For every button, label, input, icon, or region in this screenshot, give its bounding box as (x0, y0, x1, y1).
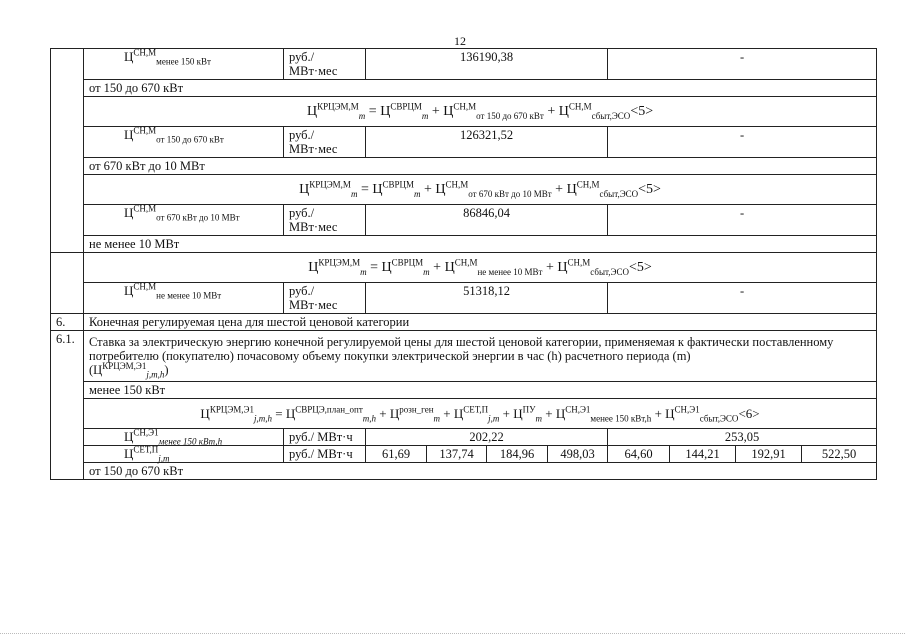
unit-cell: руб./ МВт·мес (284, 49, 366, 80)
dash-cell: - (608, 283, 877, 314)
table-row (51, 158, 877, 175)
symbol-cell: $Ц^{СН,М}_{от 150 до 670 кВт}$ (84, 127, 284, 158)
table-row (51, 97, 877, 127)
group-heading: не менее 10 МВт (84, 236, 877, 253)
table-row (51, 446, 877, 463)
value-cell: 126321,52 (366, 127, 608, 158)
symbol-cell: $Ц^{СЕТ,П}_{j,m}$ (84, 446, 284, 463)
value-cell: 144,21 (670, 446, 736, 463)
table-row (51, 49, 877, 80)
formula: $Ц^{КРЦЭМ,М}_m = Ц^{СВРЦМ}_m + Ц^{СН,М}_{от 150 до 670 кВт} + Ц^{СН,М}_{сбыт,ЭСО}<5>$ (84, 97, 877, 127)
unit-cell: руб./ МВт·ч (284, 429, 366, 446)
value-cell: 64,60 (608, 446, 670, 463)
symbol-cell: $Ц^{СН,М}_{менее 150 кВт}$ (84, 49, 284, 80)
page-bottom-edge (0, 633, 905, 634)
symbol-cell: $Ц^{СН,М}_{от 670 кВт до 10 МВт}$ (84, 205, 284, 236)
table-row (51, 127, 877, 158)
value-cell: 137,74 (427, 446, 487, 463)
value-cell: 192,91 (736, 446, 802, 463)
dash-cell: - (608, 205, 877, 236)
section-number: 6.1. (51, 331, 84, 480)
page-number: 12 (454, 34, 466, 48)
group-heading: от 150 до 670 кВт (84, 463, 877, 480)
num-cell-blank (51, 253, 84, 314)
table-row (51, 331, 877, 382)
table-row (51, 399, 877, 429)
formula: $Ц^{КРЦЭМ,Э1}_{j,m,h} = Ц^{СВРЦЭ,план\_опт}_{m,h} + Ц^{розн\_ген}_m + Ц^{СЕТ,П}_{j,m} + Ц^{ПУ}_m + Ц^{СН,Э1}_{менее 150 кВт,h} + Ц^{СН,Э1}_{сбыт,ЭСО}<6>$ (84, 399, 877, 429)
table-row (51, 236, 877, 253)
num-cell-blank (51, 49, 84, 253)
value-cell: 51318,12 (366, 283, 608, 314)
formula: $Ц^{КРЦЭМ,М}_m = Ц^{СВРЦМ}_m + Ц^{СН,М}_{от 670 кВт до 10 МВт} + Ц^{СН,М}_{сбыт,ЭСО}<5>$ (84, 175, 877, 205)
value-cell: 498,03 (548, 446, 608, 463)
group-heading: от 670 кВт до 10 МВт (84, 158, 877, 175)
dash-cell: - (608, 127, 877, 158)
table-row (51, 382, 877, 399)
value-cell: 86846,04 (366, 205, 608, 236)
value-cell: 136190,38 (366, 49, 608, 80)
value-cell: 522,50 (802, 446, 877, 463)
group-heading: от 150 до 670 кВт (84, 80, 877, 97)
table-row (51, 283, 877, 314)
value-cell: 61,69 (366, 446, 427, 463)
group-heading: менее 150 кВт (84, 382, 877, 399)
unit-cell: руб./ МВт·мес (284, 127, 366, 158)
unit-cell: руб./ МВт·мес (284, 283, 366, 314)
section-title: Конечная регулируемая цена для шестой ценовой категории (84, 314, 877, 331)
table-row (51, 175, 877, 205)
section-description: Ставка за электрическую энергию конечной регулируемой цены для шестой ценовой категории, применяемая к фактически поставленному потребителю (покупателю) почасовому объему покупки электрической энергии в час (h) расчетного периода (m) $(Ц^{КРЦЭМ,Э1}_{j,m,h})$ (84, 331, 877, 382)
dash-cell: - (608, 49, 877, 80)
formula: $Ц^{КРЦЭМ,М}_m = Ц^{СВРЦМ}_m + Ц^{СН,М}_{не менее 10 МВт} + Ц^{СН,М}_{сбыт,ЭСО}<5>$ (84, 253, 877, 283)
table-row (51, 80, 877, 97)
table-row (51, 463, 877, 480)
table-row (51, 253, 877, 283)
symbol-cell: $Ц^{СН,Э1}_{менее 150 кВт,h}$ (84, 429, 284, 446)
section-number: 6. (51, 314, 84, 331)
tariff-table (50, 48, 877, 480)
value-cell: 202,22 (366, 429, 608, 446)
value-cell: 184,96 (487, 446, 548, 463)
table-row (51, 429, 877, 446)
value-cell: 253,05 (608, 429, 877, 446)
unit-cell: руб./ МВт·мес (284, 205, 366, 236)
table-row (51, 205, 877, 236)
table-row (51, 314, 877, 331)
symbol-cell: $Ц^{СН,М}_{не менее 10 МВт}$ (84, 283, 284, 314)
unit-cell: руб./ МВт·ч (284, 446, 366, 463)
